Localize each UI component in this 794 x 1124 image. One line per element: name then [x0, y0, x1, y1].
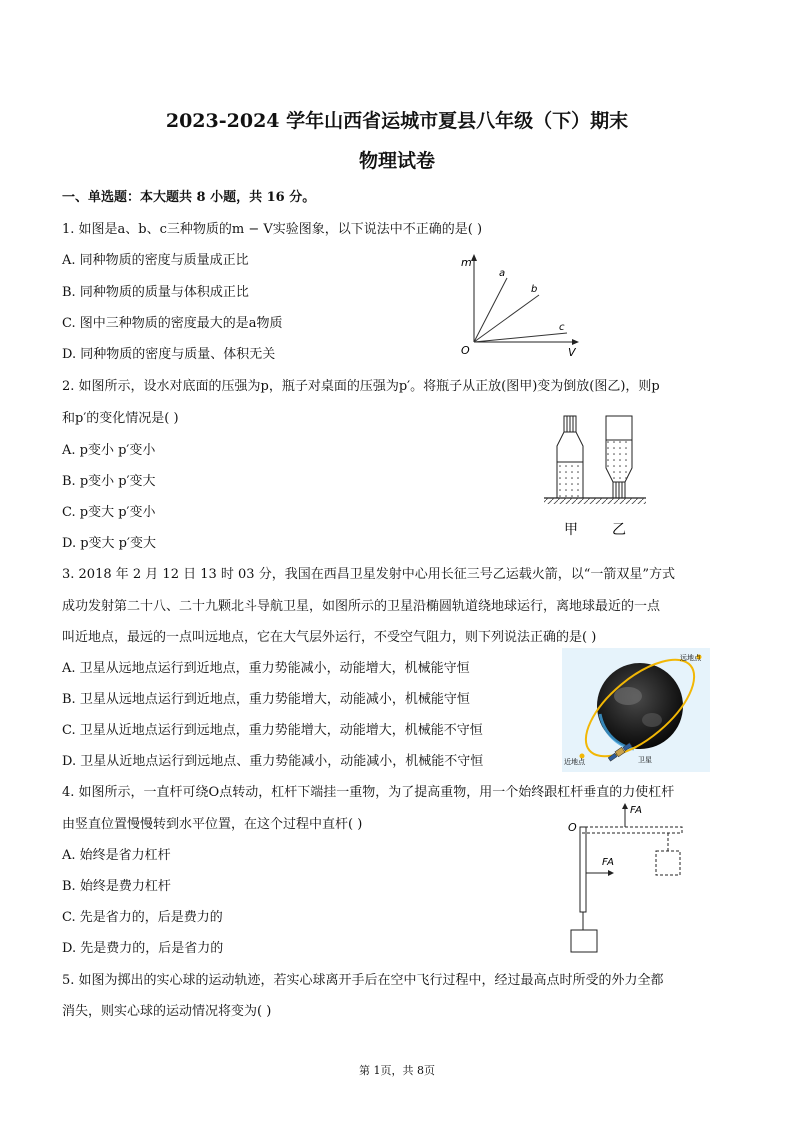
q5-stem-line2: 消失，则实心球的运动情况将变为( ) — [62, 1004, 272, 1019]
q4-option-b: B. 始终是费力杠杆 — [62, 879, 171, 894]
q3-stem-line1: 3. 2018 年 2 月 12 日 13 时 03 分，我国在西昌卫星发射中心用长征三号乙运载火箭，以“一箭双星”方式 — [62, 567, 675, 582]
q2-label-yi: 乙 — [612, 522, 626, 538]
q1-label-a: a — [499, 268, 506, 279]
q2-label-jia: 甲 — [564, 522, 578, 538]
q4-horizontal-rod-dashed — [580, 827, 682, 833]
q3-stem-line3: 叫近地点，最远的一点叫远地点，它在大气层外运行，不受空气阻力，则下列说法正确的是( ) — [62, 630, 597, 645]
q4-stem-line1: 4. 如图所示，一直杆可绕O点转动，杠杆下端挂一重物，为了提高重物，用一个始终跟杠杆垂直的力使杠杆 — [62, 785, 675, 800]
q2-stem-line2: 和p′的变化情况是( ) — [62, 411, 179, 426]
q1-line-c — [474, 333, 567, 342]
bottle-inverted — [606, 416, 632, 498]
q2-option-c: C. p变大 p′变小 — [62, 505, 156, 520]
q3-option-c: C. 卫星从近地点运行到远地点，重力势能增大，动能增大，机械能不守恒 — [62, 723, 483, 738]
q1-line-a — [474, 278, 507, 342]
q2-stem-line1: 2. 如图所示，设水对底面的压强为p，瓶子对桌面的压强为p′。将瓶子从正放(图甲)变为倒放(图乙)，则p — [62, 379, 660, 394]
q2-option-b: B. p变小 p′变大 — [62, 474, 156, 489]
exam-title-line1: 2023-2024 学年山西省运城市夏县八年级（下）期末 — [165, 110, 629, 132]
q4-pivot-label: O — [568, 821, 577, 834]
q4-lever-figure — [564, 797, 696, 955]
q1-option-a: A. 同种物质的密度与质量成正比 — [62, 253, 249, 268]
q1-mv-graph — [455, 250, 585, 362]
q1-origin-label: O — [461, 344, 470, 357]
q3-far-label: 远地点 — [680, 654, 701, 662]
q4-force-top-label: FA — [630, 805, 643, 816]
q3-option-b: B. 卫星从远地点运行到近地点，重力势能增大，动能减小，机械能守恒 — [62, 692, 470, 707]
page-footer: 第 1页，共 8页 — [359, 1064, 435, 1077]
q1-label-b: b — [531, 284, 538, 295]
q1-option-b: B. 同种物质的质量与体积成正比 — [62, 285, 249, 300]
q4-option-d: D. 先是费力的，后是省力的 — [62, 941, 224, 956]
q1-label-c: c — [559, 322, 565, 333]
q5-stem-line1: 5. 如图为掷出的实心球的运动轨迹，若实心球离开手后在空中飞行过程中，经过最高点时所受的外力全都 — [62, 973, 664, 988]
section-heading: 一、单选题：本大题共 8 小题，共 16 分。 — [62, 190, 316, 205]
q4-force-mid-label: FA — [602, 857, 615, 868]
q4-option-a: A. 始终是省力杠杆 — [62, 848, 171, 863]
q1-stem: 1. 如图是a、b、c三种物质的m − V实验图象，以下说法中不正确的是( ) — [62, 222, 483, 237]
q3-option-a: A. 卫星从远地点运行到近地点，重力势能减小，动能增大，机械能守恒 — [62, 661, 470, 676]
q2-table-hatch — [544, 498, 646, 504]
q4-vertical-rod — [580, 827, 586, 912]
q2-option-a: A. p变小 p′变小 — [62, 443, 156, 458]
exam-title-line2: 物理试卷 — [358, 150, 435, 172]
q2-bottle-figure — [540, 410, 655, 545]
q4-weight — [571, 930, 597, 952]
q3-satellite-figure — [562, 648, 710, 772]
q1-x-label: V — [568, 346, 576, 359]
q3-option-d: D. 卫星从近地点运行到远地点、重力势能减小，动能减小，机械能不守恒 — [62, 754, 484, 769]
q2-option-d: D. p变大 p′变大 — [62, 536, 156, 551]
q4-weight-dashed — [656, 851, 680, 875]
q4-stem-line2: 由竖直位置慢慢转到水平位置，在这个过程中直杆( ) — [62, 817, 363, 832]
q1-y-label: m — [461, 256, 472, 269]
q3-near-label: 近地点 — [564, 758, 585, 766]
q1-option-c: C. 图中三种物质的密度最大的是a物质 — [62, 316, 283, 331]
bottle-upright — [557, 416, 583, 498]
q3-stem-line2: 成功发射第二十八、二十九颗北斗导航卫星，如图所示的卫星沿椭圆轨道绕地球运行，离地球最近的一点 — [62, 599, 661, 614]
q1-option-d: D. 同种物质的密度与质量、体积无关 — [62, 347, 276, 362]
q3-satellite-label: 卫星 — [638, 756, 652, 764]
q1-line-b — [474, 295, 539, 342]
q4-option-c: C. 先是省力的，后是费力的 — [62, 910, 223, 925]
